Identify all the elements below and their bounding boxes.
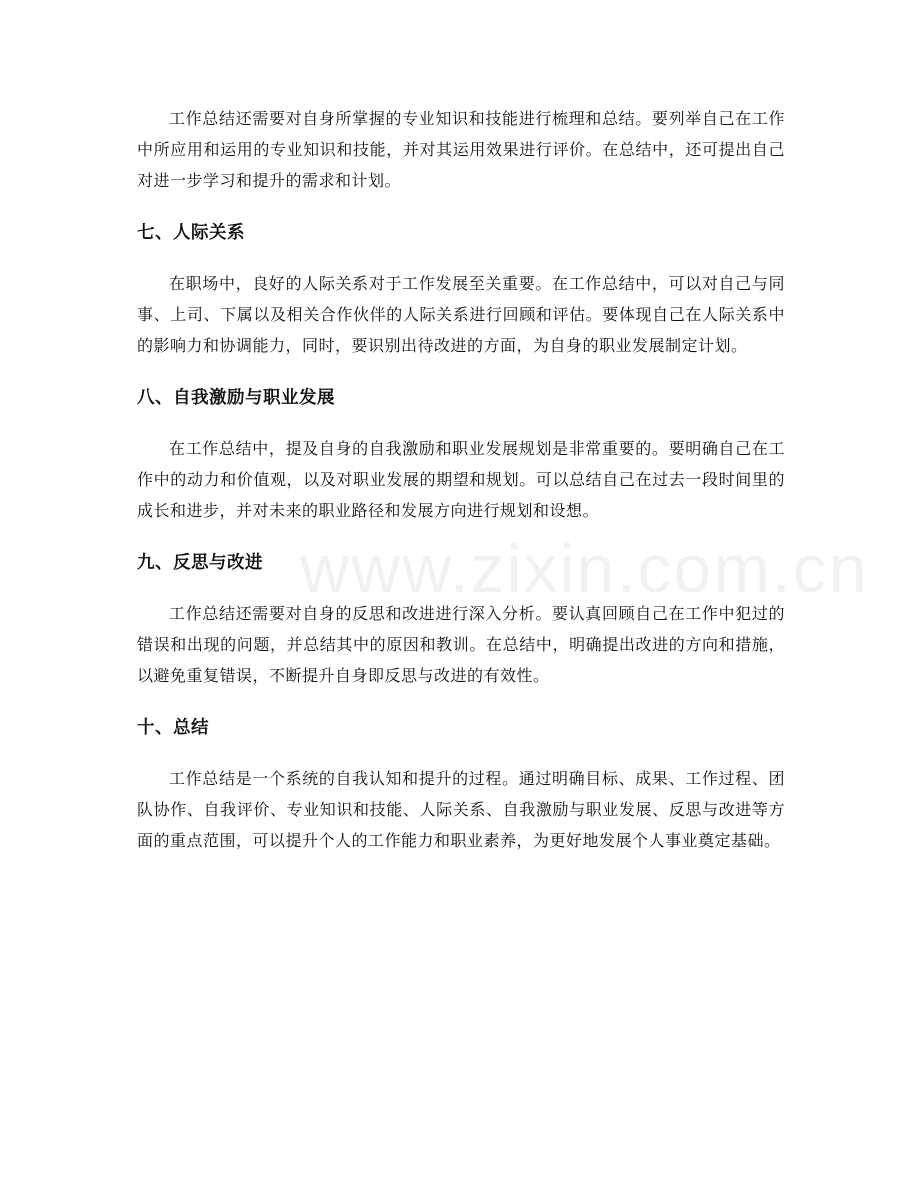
section-heading-summary: 十、总结 [137,718,209,738]
section-paragraph-interpersonal: 在职场中，良好的人际关系对于工作发展至关重要。在工作总结中，可以对自己与同事、上司、下属以及相关合作伙伴的人际关系进行回顾和评估。要体现自己在人际关系中的影响力和协调能力，同时，要识别出待改进的方面，为自身的职业发展制定计划。 [137,274,785,355]
section-paragraph-reflection: 工作总结还需要对自身的反思和改进进行深入分析。要认真回顾自己在工作中犯过的错误和出现的问题，并总结其中的原因和教训。在总结中，明确提出改进的方向和措施，以避免重复错误，不断提升自身即反思与改进的有效性。 [137,604,785,685]
intro-paragraph: 工作总结还需要对自身所掌握的专业知识和技能进行梳理和总结。要列举自己在工作中所应用和运用的专业知识和技能，并对其运用效果进行评价。在总结中，还可提出自己对进一步学习和提升的需求和计划。 [137,109,785,190]
section-heading-interpersonal: 七、人际关系 [137,223,245,243]
section-paragraph-motivation: 在工作总结中，提及自身的自我激励和职业发展规划是非常重要的。要明确自己在工作中的动力和价值观，以及对职业发展的期望和规划。可以总结自己在过去一段时间里的成长和进步，并对未来的职业路径和发展方向进行规划和设想。 [137,439,785,520]
watermark: www.zixin.com.cn [300,531,869,607]
section-paragraph-summary: 工作总结是一个系统的自我认知和提升的过程。通过明确目标、成果、工作过程、团队协作、自我评价、专业知识和技能、人际关系、自我激励与职业发展、反思与改进等方面的重点范围，可以提升个人的工作能力和职业素养，为更好地发展个人事业奠定基础。 [137,769,785,850]
document-body [137,103,785,856]
section-heading-motivation: 八、自我激励与职业发展 [137,388,335,408]
section-heading-reflection: 九、反思与改进 [137,553,263,573]
